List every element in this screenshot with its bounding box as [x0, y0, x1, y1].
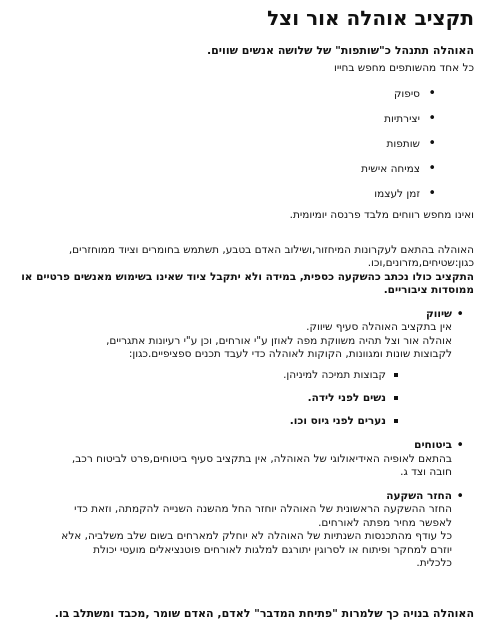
list-item: נערים לפני גיוס וכו. — [14, 413, 398, 429]
insurance-line: בהתאם לאופיה האידיאולוגי של האוהלה, אין בתקציב סעיף ביטוחים,פרט לביטוח רכב, — [71, 452, 452, 465]
document-title: תקציב אוהלה אור וצל — [267, 6, 474, 30]
roi-line: לאפשר מחיר מפתה לאורחים. — [318, 516, 452, 529]
roi-line: כל עודף מהתכנסות השנתיות של האוהלה לא יוחלק למארחים בשום שלב משלביה, אלא — [61, 530, 452, 543]
list-item: קבוצות תמיכה למיניהן. — [14, 367, 398, 383]
profit-line: ואינו מחפש רווחים מלבד פרנסה יומיומית. — [289, 208, 474, 221]
roi-line: יוזרם למחקר ופיתוח או לסרוגין יתורגם למלגות לאורחים פוטנציאלים מועטי יכולת — [93, 543, 452, 556]
marketing-line: אין בתקציב האוהלה סעיף שיווק. — [306, 321, 452, 334]
closing-statement: האוהלה בנויה כך שלמרות "פתיחת המדבר" לאדם, האדם שומר ,מכבד ומשתלב בו. — [54, 606, 474, 620]
budget-paragraph: התקציב כולו נכתב כהשקעה כספית, במידה ולא יתקבל ציוד שאינו בשימוש מאנשים פרטיים או ממוסדות ציבוריים. — [21, 270, 474, 297]
roi-section — [14, 490, 474, 571]
recycling-paragraph: האוהלה בהתאם לעקרונות המיחזור,ושילוב האדם בטבע, תשתמש בחומרים וציוד ממוחזרים, כגון:שטיחים,מזרונים,וכו. — [68, 243, 474, 270]
marketing-line: לקבוצות שונות ומגוונות, הקוקות לאוהלה כדי לעבד תכנים ספציפיים.כגון: — [128, 348, 452, 361]
list-item: נשים לפני לידה. — [14, 390, 398, 406]
insurance-section — [14, 439, 474, 479]
insurance-title: • ביטוחים — [414, 439, 452, 452]
target-groups-list — [14, 367, 398, 429]
lead-sentence: האוהלה תתנהל כ"שותפות" של שלושה אנשים שווים. — [206, 44, 474, 57]
list-item: • שותפות — [14, 134, 434, 154]
needs-list — [14, 84, 434, 204]
list-item: • זמן לעצמו — [14, 184, 434, 204]
list-item: • יצירתיות — [14, 109, 434, 129]
roi-line: כלכלית. — [416, 556, 452, 569]
insurance-line: חובה וצד ג. — [400, 466, 452, 479]
marketing-section — [14, 308, 474, 430]
list-item: • צמיחה אישית — [14, 159, 434, 179]
seeks-intro: כל אחד מהשותפים מחפש בחייו — [333, 62, 474, 75]
roi-title: • החזר השקעה — [386, 489, 452, 502]
marketing-title: • שיווק — [426, 307, 452, 320]
list-item: • סיפוק — [14, 84, 434, 104]
roi-line: החזר ההשקעה הראשונית של האוהלה יוחזר החל מהשנה השנייה להקמתה, וזאת כדי — [74, 503, 452, 516]
marketing-line: אוהלה אור וצל תהיה משווקת מפה לאוזן ע"י אורחים, וכן ע"י רעיונות אתגריים, — [106, 334, 452, 347]
